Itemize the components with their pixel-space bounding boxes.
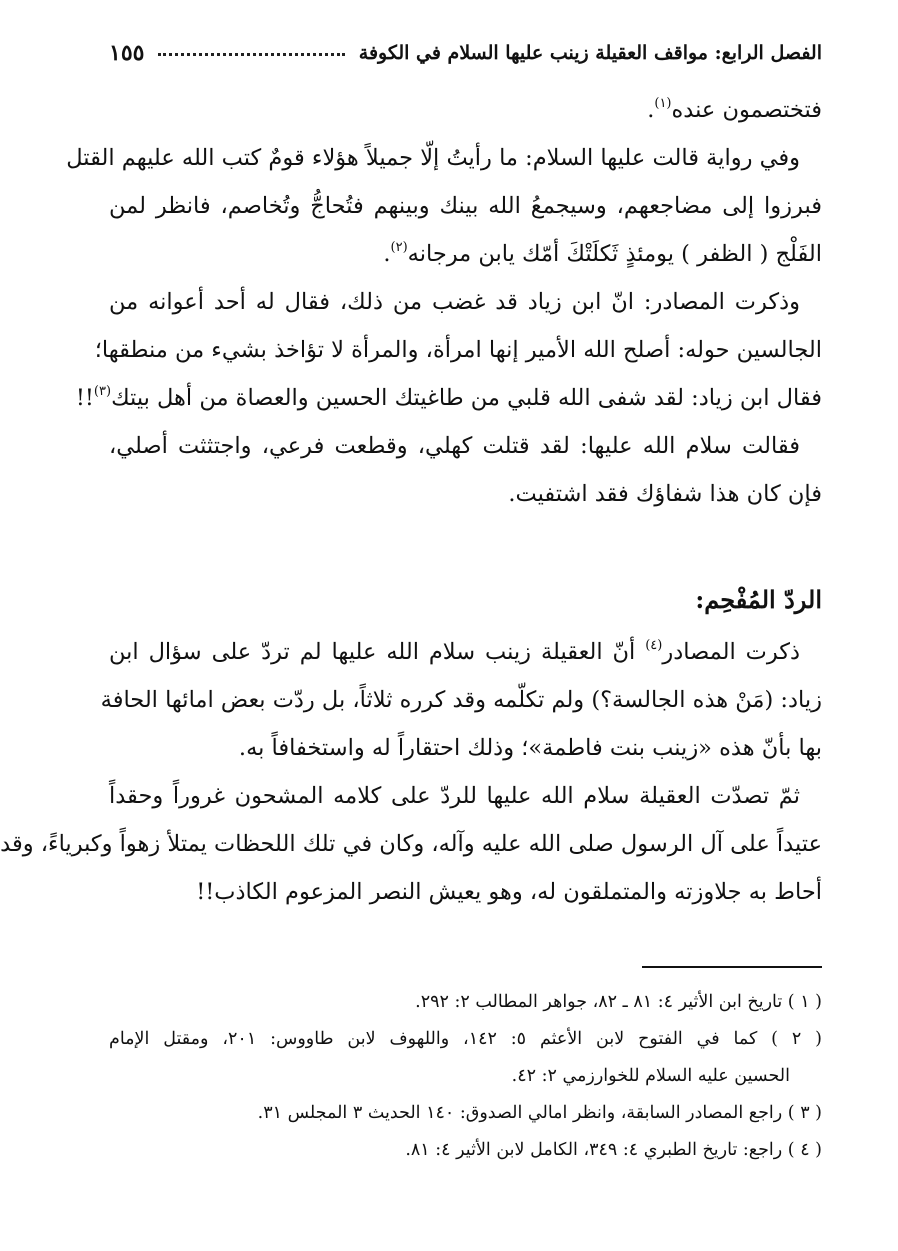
footnotes [109, 984, 822, 1169]
paragraph-4 [109, 422, 822, 518]
chapter-title: الفصل الرابع: مواقف العقيلة زينب عليها السلام في الكوفة [358, 42, 822, 64]
text-line: فإن كان هذا شفاؤك فقد اشتفيت. [508, 481, 822, 507]
main-text [0, 86, 822, 916]
text-line: فتختصمون عنده$^{(١)}$. [647, 96, 822, 123]
footnote-2: ( ٢ ) كما في الفتوح لابن الأعثم ٥: ١٤٢، واللهوف لابن طاووس: ٢٠١، ومقتل الإمام [109, 1029, 822, 1049]
footnote-ref-2: (٢) [390, 240, 408, 255]
paragraph-6 [0, 772, 822, 916]
paragraph-1 [109, 86, 822, 134]
text-line: أحاط به جلاوزته والمتملقون له، وهو يعيش النصر المزعوم الكاذب!! [196, 879, 822, 905]
running-header [109, 36, 822, 70]
footnote-3: ( ٣ ) راجع المصادر السابقة، وانظر امالي الصدوق: ١٤٠ الحديث ٣ المجلس ٣١. [257, 1103, 822, 1123]
text-line: ثمّ تصدّت العقيلة سلام الله عليها للردّ على كلامه المشحون غروراً وحقداً [109, 783, 800, 809]
footnote-4: ( ٤ ) راجع: تاريخ الطبري ٤: ٣٤٩، الكامل لابن الأثير ٤: ٨١. [405, 1140, 822, 1160]
footnote-1: ( ١ ) تاريخ ابن الأثير ٤: ٨١ ـ ٨٢، جواهر المطالب ٢: ٢٩٢. [415, 992, 822, 1012]
text-line: فقال ابن زياد: لقد شفى الله قلبي من طاغيتك الحسين والعصاة من أهل بيتك$^{(٣)}$!! [75, 384, 822, 411]
text-line: الفَلْج ( الظفر ) يومئذٍ ثَكلَتْكَ أمّك يابن مرجانه$^{(٢)}$. [383, 240, 822, 267]
paragraph-3 [75, 278, 822, 422]
text-line: عتيداً على آل الرسول صلى الله عليه وآله، وكان في تلك اللحظات يمتلأ زهواً وكبرياءً، وقد [0, 831, 822, 857]
section-heading: الردّ المُفْحِم: [695, 585, 822, 614]
footnote-ref-1: (١) [654, 96, 672, 111]
footnote-2-continued: الحسين عليه السلام للخوارزمي ٢: ٤٢. [511, 1066, 790, 1086]
paragraph-5 [100, 628, 822, 772]
paragraph-2 [66, 134, 822, 278]
text-line: وذكرت المصادر: انّ ابن زياد قد غضب من ذلك، فقال له أحد أعوانه من [109, 289, 800, 315]
footnote-ref-3: (٣) [93, 384, 112, 399]
text-line: وفي رواية قالت عليها السلام: ما رأيتُ إلّا جميلاً هؤلاء قومٌ كتب الله عليهم القتل [66, 145, 800, 171]
page-number: ١٥٥ [109, 40, 145, 66]
footnote-ref-4-inline: (٤) [645, 638, 663, 653]
text-line: الجالسين حوله: أصلح الله الأمير إنها امرأة، والمرأة لا تؤاخذ بشيء من منطقها؛ [94, 337, 822, 363]
footnote-divider [642, 966, 822, 968]
section-gap [109, 518, 822, 572]
text-line: فبرزوا إلى مضاجعهم، وسيجمعُ الله بينك وبينهم فتُحاجُّ وتُخاصم، فانظر لمن [109, 193, 822, 219]
text-line: فقالت سلام الله عليها: لقد قتلت كهلي، وقطعت فرعي، واجتثثت أصلي، [109, 433, 800, 459]
leader-dots [158, 43, 344, 56]
text-line: ذكرت المصادر$^{(٤)}$ أنّ العقيلة زينب سلام الله عليها لم تردّ على سؤال ابن [109, 638, 800, 665]
text-line: زياد: (مَنْ هذه الجالسة؟) ولم تكلّمه وقد كرره ثلاثاً، بل ردّت بعض امائها الحافة [100, 687, 822, 713]
text-line: بها بأنّ هذه «زينب بنت فاطمة»؛ وذلك احتقاراً له واستخفافاً به. [238, 735, 822, 761]
